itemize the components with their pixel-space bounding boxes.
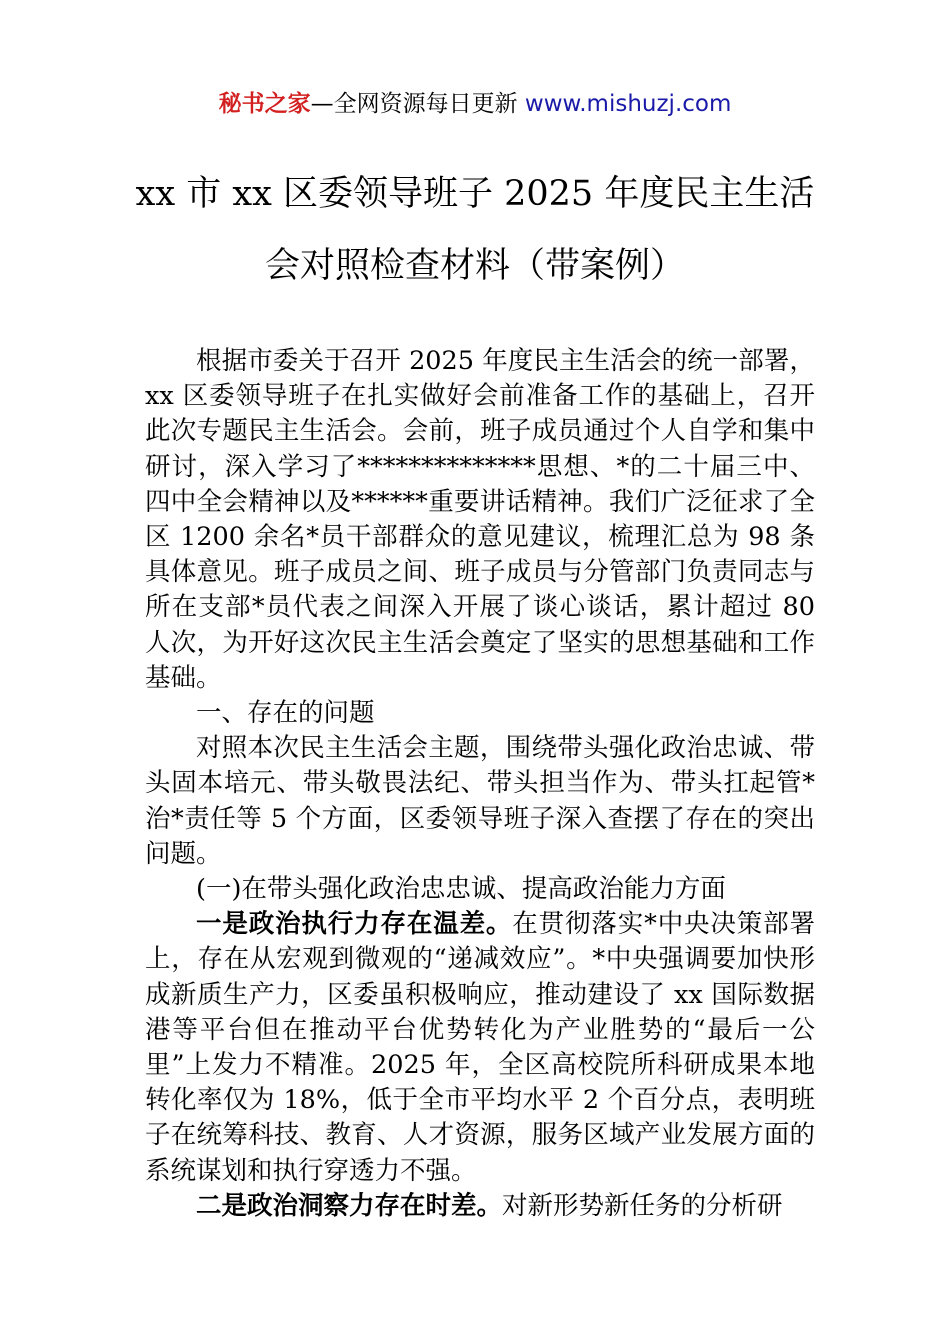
brand-name: 秘书之家 (218, 91, 311, 117)
site-header (0, 88, 950, 120)
title-line-1: xx 市 xx 区委领导班子 2025 年度民主生活 (135, 174, 815, 214)
intro-paragraph: 根据市委关于召开 2025 年度民主生活会的统一部署，xx 区委领导班子在扎实做好会前准备工作的基础上，召开此次专题民主生活会。会前，班子成员通过个人自学和集中研讨，深入学习了**************思想、*的二十届三中、四中全会精神以及******重要讲话精神。我们广泛征求了全区 1200 余名*员干部群众的意见建议，梳理汇总为 98 条具体意见。班子成员之间、班子成员与分管部门负责同志与所在支部*员代表之间深入开展了谈心谈话，累计超过 80 人次，为开好这次民主生活会奠定了坚实的思想基础和工作基础。 (145, 346, 815, 693)
document-body (145, 344, 815, 1224)
point-2-text: 对新形势新任务的分析研 (502, 1190, 783, 1221)
section-1-heading: 一、存在的问题 (196, 698, 375, 729)
point-2-lead: 二是政治洞察力存在时差。 (196, 1190, 503, 1221)
document-title (120, 158, 830, 302)
site-tagline: —全网资源每日更新 (310, 91, 518, 117)
site-url-link[interactable]: www.mishuzj.com (524, 91, 732, 117)
point-1-paragraph (145, 907, 815, 1189)
point-1-lead: 一是政治执行力存在温差。 (196, 909, 513, 940)
title-line-2: 会对照检查材料（带案例） (264, 246, 685, 286)
point-2-paragraph (145, 1189, 815, 1224)
subsection-1-heading: (一)在带头强化政治忠忠诚、提高政治能力方面 (196, 874, 726, 905)
section-1-intro-paragraph: 对照本次民主生活会主题，围绕带头强化政治忠诚、带头固本培元、带头敬畏法纪、带头担当作为、带头扛起管*治*责任等 5 个方面，区委领导班子深入查摆了存在的突出问题。 (145, 733, 815, 869)
point-1-text: 在贯彻落实*中央决策部署上，存在从宏观到微观的“递减效应”。*中央强调要加快形成新质生产力，区委虽积极响应，推动建设了 xx 国际数据港等平台但在推动平台优势转化为产业胜势的“最后一公里”上发力不精准。2025 年，全区高校院所科研成果本地转化率仅为 18%，低于全市平均水平 2 个百分点，表明班子在统筹科技、教育、人才资源，服务区域产业发展方面的系统谋划和执行穿透力不强。 (145, 909, 815, 1186)
